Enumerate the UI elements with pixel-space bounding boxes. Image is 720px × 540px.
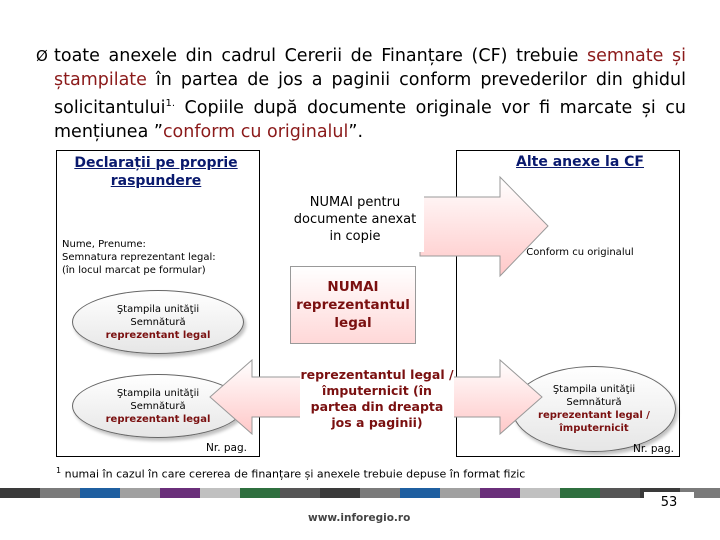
page-number-label-left: Nr. pag. — [206, 442, 247, 454]
only-legal-rep-note: NUMAI reprezentantul legal — [290, 266, 416, 344]
intro-text-2: în partea de jos a paginii conform prevederilor din ghidul solicitantului — [54, 70, 686, 118]
intro-text-3: Copiile după documente originale vor fi marcate și cu mențiunea ” — [54, 97, 686, 142]
arrow-right-top-icon — [420, 177, 548, 276]
intro-superscript: 1. — [165, 98, 176, 109]
footnote-text: numai în cazul în care cererea de finanțare și anexele trebuie depuse în format fizic — [64, 467, 526, 481]
intro-text-4: ”. — [348, 121, 364, 142]
footnote-number: 1 — [56, 466, 62, 475]
declarations-header: Declarații pe proprie raspundere — [74, 155, 238, 189]
name-line-2: Semnatura reprezentant legal: — [62, 252, 216, 263]
footer-color-bar — [0, 488, 720, 498]
arrow-bullet-icon: Ø — [36, 47, 48, 65]
name-line-3: (în locul marcat pe formular) — [62, 265, 206, 276]
intro-highlight-sign: semnate și ștampilate — [54, 46, 686, 90]
signature-label: Semnătură — [130, 316, 186, 328]
signature-label: Semnătură — [566, 397, 622, 408]
stamp-label: Ştampila unităţii — [116, 303, 200, 315]
only-copy-note: NUMAI pentru documente anexat in copie — [286, 186, 424, 252]
rep-or-proxy-note: reprezentantul legal / împuternicit (în partea din dreapta jos a paginii) — [300, 353, 454, 445]
legal-rep-proxy-label: reprezentant legal / împuternicit — [538, 410, 650, 434]
stamp-label: Ştampila unităţii — [552, 384, 636, 395]
footer-url-link[interactable]: www.inforegio.ro — [308, 512, 411, 524]
signature-label: Semnătură — [130, 400, 186, 412]
legal-rep-label: reprezentant legal — [105, 413, 211, 425]
slide-page-number: 53 — [644, 492, 694, 514]
legal-rep-label: reprezentant legal — [105, 329, 211, 341]
other-annexes-header: Alte anexe la CF — [516, 154, 644, 170]
name-line-1: Nume, Prenume: — [62, 239, 146, 250]
intro-highlight-conform: conform cu originalul — [162, 121, 349, 142]
conform-label: Conform cu originalul — [526, 247, 634, 258]
stamp-label: Ştampila unităţii — [116, 387, 200, 399]
intro-text-1: toate anexele din cadrul Cererii de Finanțare (CF) trebuie — [54, 46, 588, 66]
page-number-label-right: Nr. pag. — [633, 443, 674, 455]
footnote — [56, 466, 676, 481]
